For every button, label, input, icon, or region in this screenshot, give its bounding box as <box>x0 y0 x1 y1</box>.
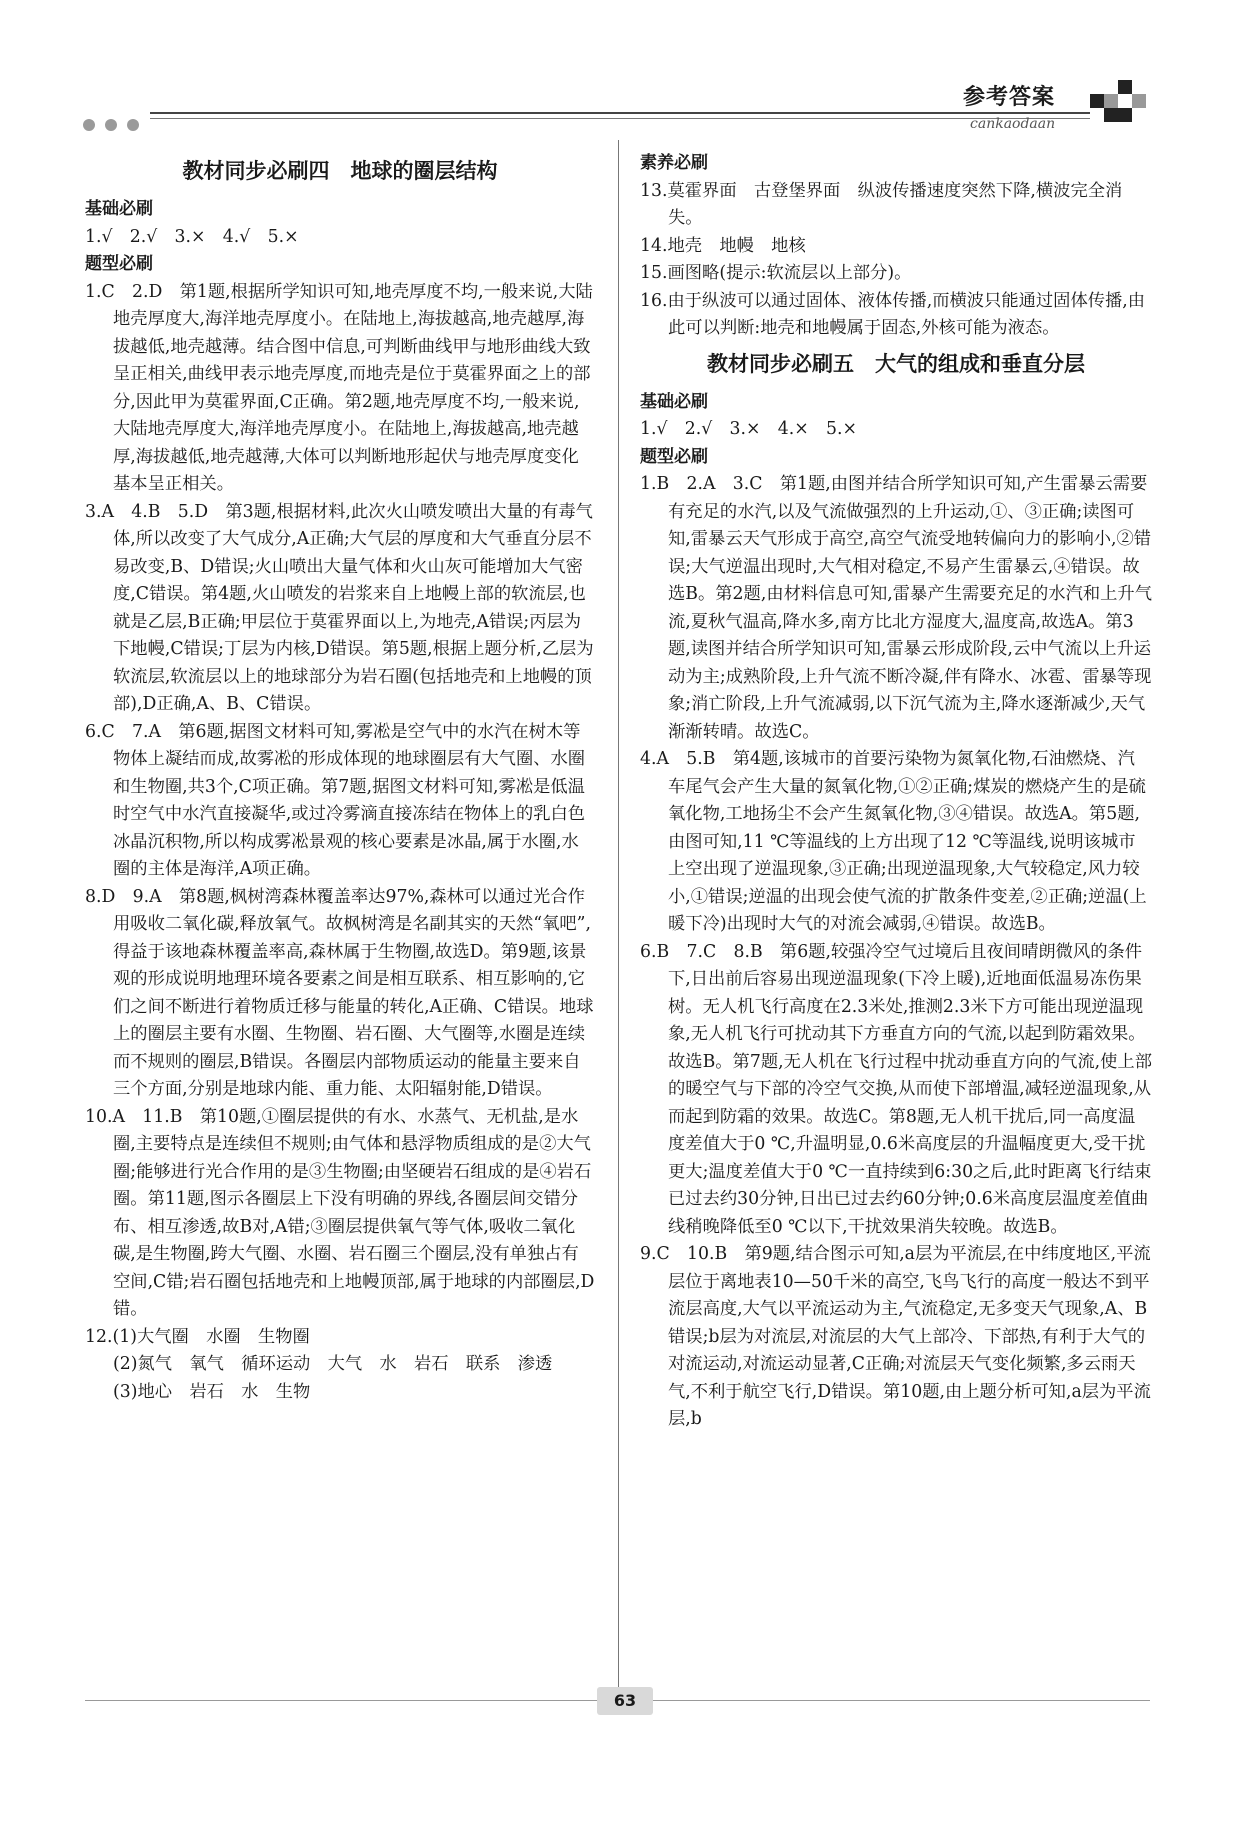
answer-item: 15.画图略(提示:软流层以上部分)。 <box>640 263 912 283</box>
dot-icon <box>105 119 117 131</box>
answer-item: 10.A 11.B 第10题,①圈层提供的有水、水蒸气、无机盐,是水圈,主要特点是连续但不规则;由气体和悬浮物质组成的是②大气圈;能够进行光合作用的是③生物圈;由坚硬岩石组成的是④岩石圈。第11题,图示各圈层上下没有明确的界线,各圈层间交错分布、相互渗透,故B对,A错;③圈层提供氧气等气体,吸收二氧化碳,是生物圈,跨大气圈、水圈、岩石圈三个圈层,没有单独占有空间,C错;岩石圈包括地壳和上地幔顶部,属于地球的内部圈层,D错。 <box>85 1106 595 1319</box>
answer-item-12: 12.(1)大气圈 水圈 生物圈 <box>85 1326 310 1347</box>
answer-item: 1.C 2.D 第1题,根据所学知识可知,地壳厚度不均,一般来说,大陆地壳厚度大,海洋地壳厚度小。在陆地上,海拔越高,地壳越厚,海拔越低,地壳越薄。结合图中信息,可判断曲线甲与地形曲线大致呈正相关,曲线甲表示地壳厚度,而地壳是位于莫霍界面之上的部分,因此甲为莫霍界面,C正确。第2题,地壳厚度不均,一般来说,大陆地壳厚度大,海洋地壳厚度小。在陆地上,海拔越高,地壳越厚,海拔越低,地壳越薄,大体可以判断地形起伏与地壳厚度变化基本呈正相关。 <box>85 281 593 494</box>
section-title-4: 教材同步必刷四 地球的圈层结构 <box>182 159 498 183</box>
basic-label: 基础必刷 <box>85 199 153 219</box>
basic-answers: 1.√ 2.√ 3.× 4.√ 5.× <box>85 226 299 247</box>
right-column <box>640 150 1152 1434</box>
header-dots <box>83 116 149 130</box>
header-subtitle: cankaodaan <box>970 116 1056 132</box>
dot-icon <box>83 119 95 131</box>
answer-item: 16.由于纵波可以通过固体、液体传播,而横波只能通过固体传播,由此可以判断:地壳和地幔属于固态,外核可能为液态。 <box>640 290 1146 338</box>
section-title-5: 教材同步必刷五 大气的组成和垂直分层 <box>707 351 1085 376</box>
dot-icon <box>127 119 139 131</box>
answer-item: 1.B 2.A 3.C 第1题,由图并结合所学知识可知,产生雷暴云需要有充足的水汽,以及气流做强烈的上升运动,①、③正确;读图可知,雷暴云天气形成于高空,高空气流受地转偏向力的影响小,②错误;大气逆温出现时,大气相对稳定,不易产生雷暴云,④错误。故选B。第2题,由材料信息可知,雷暴产生需要充足的水汽和上升气流,夏秋气温高,降水多,南方比北方湿度大,温度高,故选A。第3题,读图并结合所学知识可知,雷暴云形成阶段,云中气流以上升运动为主;成熟阶段,上升气流不断冷凝,伴有降水、冰雹、雷暴等现象;消亡阶段,上升气流减弱,以下沉气流为主,降水逐渐减少,天气渐渐转晴。故选C。 <box>640 474 1152 742</box>
header-rule-thin <box>150 118 1090 119</box>
literacy-label: 素养必刷 <box>640 153 708 173</box>
basic-label: 基础必刷 <box>640 391 708 412</box>
type-label: 题型必刷 <box>85 254 153 274</box>
page-number: 63 <box>597 1687 653 1715</box>
answer-item: 14.地壳 地幔 地核 <box>640 235 806 256</box>
answer-item: 4.A 5.B 第4题,该城市的首要污染物为氮氧化物,石油燃烧、汽车尾气会产生大量的氮氧化物,①②正确;煤炭的燃烧产生的是硫氧化物,工地扬尘不会产生氮氧化物,③④错误。故选A。第5题,由图可知,11 ℃等温线的上方出现了12 ℃等温线,说明该城市上空出现了逆温现象,③正确;出现逆温现象,大气较稳定,风力较小,①错误;逆温的出现会使气流的扩散条件变差,②正确;逆温(上暖下冷)出现时大气的对流会减弱,④错误。故选B。 <box>640 749 1147 934</box>
header-rule <box>150 112 1090 114</box>
answer-item: 3.A 4.B 5.D 第3题,根据材料,此次火山喷发喷出大量的有毒气体,所以改变了大气成分,A正确;大气层的厚度和大气垂直分层不易改变,B、D错误;火山喷出大量气体和火山灰可能增加大气密度,C错误。第4题,火山喷发的岩浆来自上地幔上部的软流层,也就是乙层,B正确;甲层位于莫霍界面以上,为地壳,A错误;丙层为下地幔,C错误;丁层为内核,D错误。第5题,根据上题分析,乙层为软流层,软流层以上的地球部分为岩石圈(包括地壳和上地幔的顶部),D正确,A、B、C错误。 <box>85 501 594 714</box>
type-label: 题型必刷 <box>640 446 708 467</box>
answer-item: 13.莫霍界面 古登堡界面 纵波传播速度突然下降,横波完全消失。 <box>640 180 1123 228</box>
answer-item: 9.C 10.B 第9题,结合图示可知,a层为平流层,在中纬度地区,平流层位于离地表10—50千米的高空,飞鸟飞行的高度一般达不到平流层高度,大气以平流运动为主,气流稳定,无多变天气现象,A、B错误;b层为对流层,对流层的大气上部冷、下部热,有利于大气的对流运动,对流运动显著,C正确;对流层天气变化频繁,多云雨天气,不利于航空飞行,D错误。第10题,由上题分析可知,a层为平流层,b <box>640 1244 1151 1429</box>
left-column <box>85 150 595 1406</box>
header-title: 参考答案 <box>963 85 1056 110</box>
checker-logo-icon <box>1090 78 1146 124</box>
column-divider <box>618 140 619 1695</box>
answer-item-12-2: (2)氮气 氧气 循环运动 大气 水 岩石 联系 渗透 <box>113 1354 553 1374</box>
answer-item: 6.B 7.C 8.B 第6题,较强冷空气过境后且夜间晴朗微风的条件下,日出前后容易出现逆温现象(下冷上暖),近地面低温易冻伤果树。无人机飞行高度在2.3米处,推测2.3米下方可能出现逆温现象,无人机飞行可扰动其下方垂直方向的气流,以起到防霜效果。故选B。第7题,无人机在飞行过程中扰动垂直方向的气流,使上部的暖空气与下部的冷空气交换,从而使下部增温,减轻逆温现象,从而起到防霜的效果。故选C。第8题,无人机干扰后,同一高度温度差值大于0 ℃,升温明显,0.6米高度层的升温幅度更大,受干扰更大;温度差值大于0 ℃一直持续到6:30之后,此时距离飞行结束已过去约30分钟,日出已过去约60分钟;0.6米高度层温度差值曲线稍晚降低至0 ℃以下,干扰效果消失较晚。故选B。 <box>640 941 1152 1237</box>
basic-answers: 1.√ 2.√ 3.× 4.× 5.× <box>640 419 858 439</box>
answer-item-12-3: (3)地心 岩石 水 生物 <box>113 1381 311 1402</box>
answer-item: 6.C 7.A 第6题,据图文材料可知,雾凇是空气中的水汽在树木等物体上凝结而成,故雾凇的形成体现的地球圈层有大气圈、水圈和生物圈,共3个,C项正确。第7题,据图文材料可知,雾凇是低温时空气中水汽直接凝华,或过冷雾滴直接冻结在物体上的乳白色冰晶沉积物,所以构成雾凇景观的核心要素是冰晶,属于水圈,水圈的主体是海洋,A项正确。 <box>85 721 586 879</box>
answer-item: 8.D 9.A 第8题,枫树湾森林覆盖率达97%,森林可以通过光合作用吸收二氧化碳,释放氧气。故枫树湾是名副其实的天然“氧吧”,得益于该地森林覆盖率高,森林属于生物圈,故选D。第9题,该景观的形成说明地理环境各要素之间是相互联系、相互影响的,它们之间不断进行着物质迁移与能量的转化,A正确、C错误。地球上的圈层主要有水圈、生物圈、岩石圈、大气圈等,水圈是连续而不规则的圈层,B错误。各圈层内部物质运动的能量主要来自三个方面,分别是地球内能、重力能、太阳辐射能,D错误。 <box>85 886 594 1099</box>
